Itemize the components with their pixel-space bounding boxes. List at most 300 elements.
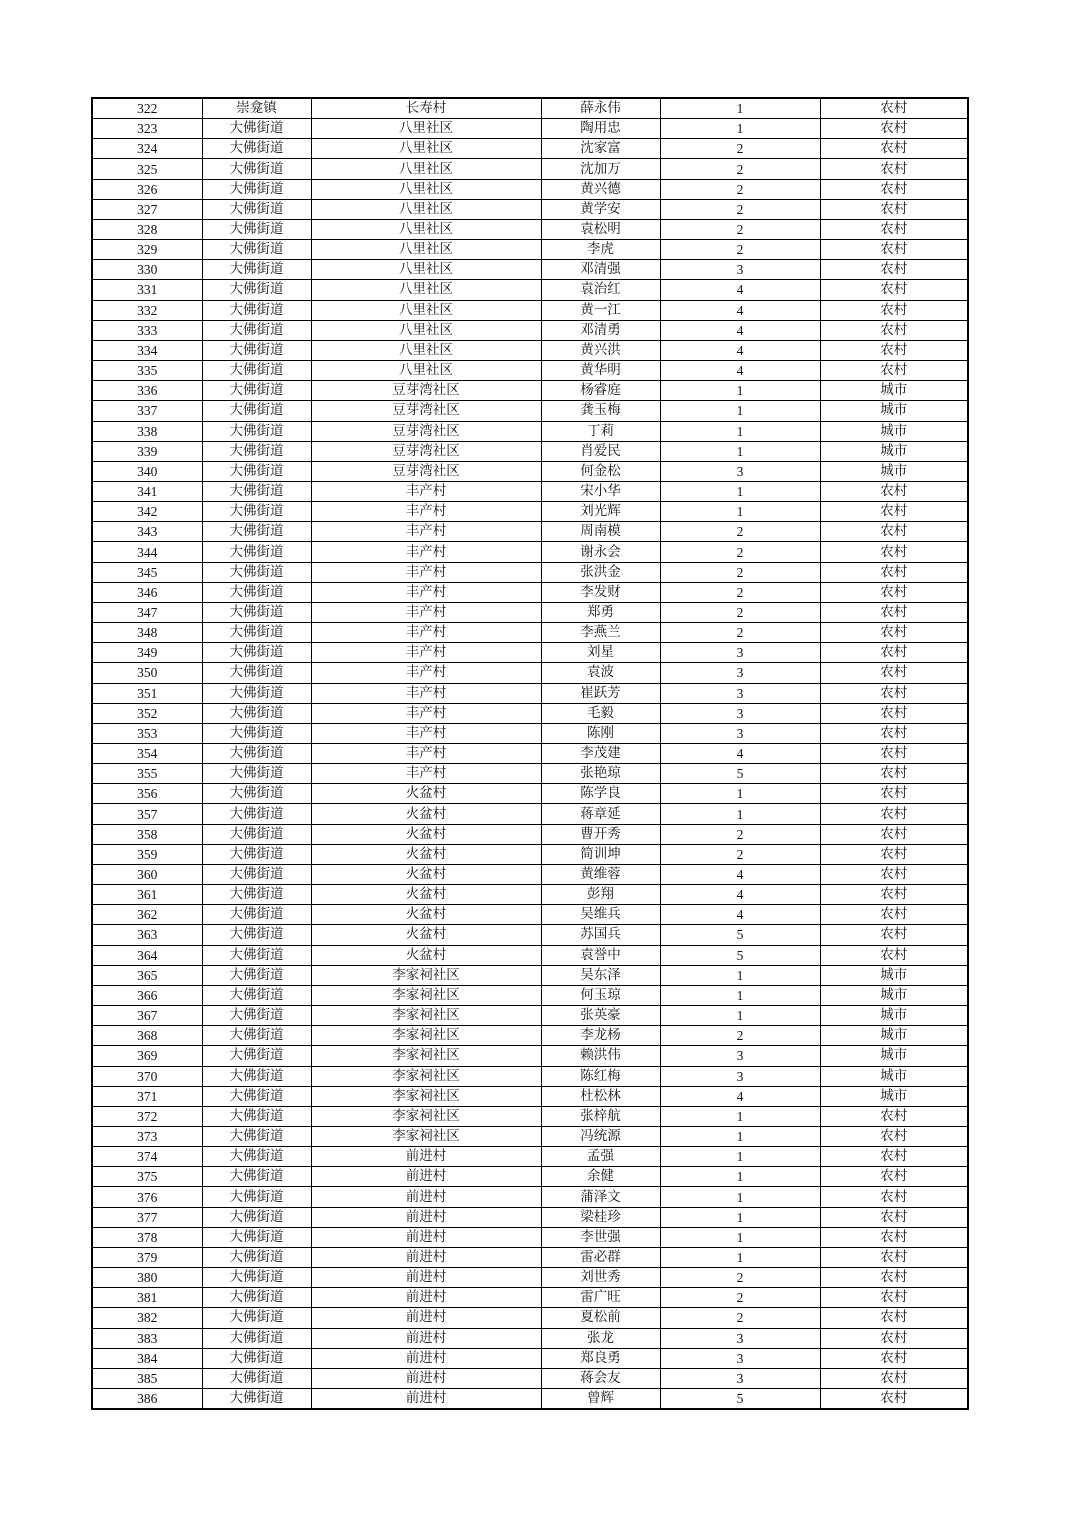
name-cell: 黄华明	[541, 361, 660, 381]
name-cell: 黄兴德	[541, 179, 660, 199]
type-cell: 农村	[820, 764, 968, 784]
type-cell: 农村	[820, 663, 968, 683]
village-cell: 李家祠社区	[311, 985, 541, 1005]
name-cell: 袁松明	[541, 219, 660, 239]
table-row	[92, 401, 968, 421]
type-cell: 农村	[820, 1207, 968, 1227]
village-cell: 前进村	[311, 1147, 541, 1167]
town-cell: 大佛街道	[202, 542, 311, 562]
name-cell: 黄兴洪	[541, 340, 660, 360]
village-cell: 前进村	[311, 1207, 541, 1227]
serial-number-cell: 361	[92, 885, 202, 905]
name-cell: 李发财	[541, 582, 660, 602]
town-cell: 大佛街道	[202, 119, 311, 139]
records-table	[91, 97, 969, 1410]
table-row	[92, 1147, 968, 1167]
name-cell: 张洪金	[541, 562, 660, 582]
table-row	[92, 965, 968, 985]
town-cell: 大佛街道	[202, 582, 311, 602]
type-cell: 农村	[820, 905, 968, 925]
town-cell: 大佛街道	[202, 905, 311, 925]
serial-number-cell: 359	[92, 844, 202, 864]
name-cell: 刘光辉	[541, 502, 660, 522]
type-cell: 农村	[820, 1288, 968, 1308]
village-cell: 前进村	[311, 1348, 541, 1368]
table-row	[92, 240, 968, 260]
table-row	[92, 1106, 968, 1126]
village-cell: 八里社区	[311, 260, 541, 280]
village-cell: 前进村	[311, 1227, 541, 1247]
type-cell: 农村	[820, 481, 968, 501]
name-cell: 杜松林	[541, 1086, 660, 1106]
serial-number-cell: 346	[92, 582, 202, 602]
count-cell: 1	[660, 1126, 820, 1146]
town-cell: 大佛街道	[202, 522, 311, 542]
serial-number-cell: 360	[92, 864, 202, 884]
serial-number-cell: 364	[92, 945, 202, 965]
name-cell: 肖爱民	[541, 441, 660, 461]
count-cell: 1	[660, 441, 820, 461]
table-row	[92, 199, 968, 219]
town-cell: 大佛街道	[202, 1086, 311, 1106]
count-cell: 2	[660, 602, 820, 622]
count-cell: 2	[660, 542, 820, 562]
type-cell: 农村	[820, 1126, 968, 1146]
table-row	[92, 1328, 968, 1348]
table-row	[92, 280, 968, 300]
village-cell: 八里社区	[311, 139, 541, 159]
count-cell: 3	[660, 643, 820, 663]
village-cell: 丰产村	[311, 663, 541, 683]
serial-number-cell: 337	[92, 401, 202, 421]
count-cell: 1	[660, 1147, 820, 1167]
village-cell: 李家祠社区	[311, 1066, 541, 1086]
type-cell: 农村	[820, 703, 968, 723]
town-cell: 大佛街道	[202, 441, 311, 461]
count-cell: 4	[660, 885, 820, 905]
serial-number-cell: 340	[92, 461, 202, 481]
type-cell: 农村	[820, 280, 968, 300]
type-cell: 农村	[820, 240, 968, 260]
name-cell: 夏松前	[541, 1308, 660, 1328]
serial-number-cell: 325	[92, 159, 202, 179]
name-cell: 邓清强	[541, 260, 660, 280]
type-cell: 农村	[820, 542, 968, 562]
serial-number-cell: 354	[92, 744, 202, 764]
table-row	[92, 925, 968, 945]
table-row	[92, 1268, 968, 1288]
count-cell: 1	[660, 965, 820, 985]
town-cell: 大佛街道	[202, 481, 311, 501]
serial-number-cell: 376	[92, 1187, 202, 1207]
count-cell: 3	[660, 1046, 820, 1066]
type-cell: 农村	[820, 683, 968, 703]
serial-number-cell: 333	[92, 320, 202, 340]
serial-number-cell: 336	[92, 381, 202, 401]
town-cell: 大佛街道	[202, 340, 311, 360]
count-cell: 5	[660, 925, 820, 945]
town-cell: 大佛街道	[202, 1227, 311, 1247]
name-cell: 简训坤	[541, 844, 660, 864]
type-cell: 城市	[820, 421, 968, 441]
table-row	[92, 744, 968, 764]
count-cell: 2	[660, 1308, 820, 1328]
name-cell: 袁治红	[541, 280, 660, 300]
village-cell: 八里社区	[311, 280, 541, 300]
name-cell: 赖洪伟	[541, 1046, 660, 1066]
name-cell: 邓清勇	[541, 320, 660, 340]
name-cell: 冯统源	[541, 1126, 660, 1146]
name-cell: 蒋会友	[541, 1368, 660, 1388]
serial-number-cell: 372	[92, 1106, 202, 1126]
village-cell: 丰产村	[311, 764, 541, 784]
count-cell: 4	[660, 300, 820, 320]
town-cell: 大佛街道	[202, 965, 311, 985]
type-cell: 农村	[820, 260, 968, 280]
village-cell: 八里社区	[311, 179, 541, 199]
serial-number-cell: 353	[92, 723, 202, 743]
count-cell: 3	[660, 723, 820, 743]
count-cell: 4	[660, 905, 820, 925]
name-cell: 陈学良	[541, 784, 660, 804]
serial-number-cell: 329	[92, 240, 202, 260]
count-cell: 1	[660, 381, 820, 401]
name-cell: 曾辉	[541, 1389, 660, 1410]
serial-number-cell: 332	[92, 300, 202, 320]
village-cell: 丰产村	[311, 723, 541, 743]
table-row	[92, 421, 968, 441]
type-cell: 城市	[820, 1006, 968, 1026]
type-cell: 农村	[820, 623, 968, 643]
serial-number-cell: 384	[92, 1348, 202, 1368]
type-cell: 农村	[820, 643, 968, 663]
town-cell: 大佛街道	[202, 421, 311, 441]
village-cell: 火盆村	[311, 925, 541, 945]
name-cell: 李茂建	[541, 744, 660, 764]
type-cell: 城市	[820, 381, 968, 401]
town-cell: 大佛街道	[202, 602, 311, 622]
name-cell: 何金松	[541, 461, 660, 481]
table-row	[92, 320, 968, 340]
table-row	[92, 905, 968, 925]
table-row	[92, 219, 968, 239]
serial-number-cell: 331	[92, 280, 202, 300]
name-cell: 黄学安	[541, 199, 660, 219]
village-cell: 八里社区	[311, 340, 541, 360]
type-cell: 城市	[820, 461, 968, 481]
table-row	[92, 1247, 968, 1267]
table-row	[92, 643, 968, 663]
town-cell: 大佛街道	[202, 199, 311, 219]
serial-number-cell: 330	[92, 260, 202, 280]
village-cell: 前进村	[311, 1368, 541, 1388]
serial-number-cell: 369	[92, 1046, 202, 1066]
town-cell: 大佛街道	[202, 1066, 311, 1086]
name-cell: 蒋章延	[541, 804, 660, 824]
town-cell: 大佛街道	[202, 764, 311, 784]
table-row	[92, 381, 968, 401]
table-row	[92, 663, 968, 683]
type-cell: 农村	[820, 1348, 968, 1368]
village-cell: 丰产村	[311, 623, 541, 643]
type-cell: 城市	[820, 985, 968, 1005]
type-cell: 农村	[820, 925, 968, 945]
table-row	[92, 885, 968, 905]
town-cell: 大佛街道	[202, 824, 311, 844]
town-cell: 大佛街道	[202, 1187, 311, 1207]
serial-number-cell: 347	[92, 602, 202, 622]
serial-number-cell: 379	[92, 1247, 202, 1267]
village-cell: 八里社区	[311, 219, 541, 239]
table-row	[92, 441, 968, 461]
serial-number-cell: 327	[92, 199, 202, 219]
town-cell: 大佛街道	[202, 723, 311, 743]
serial-number-cell: 335	[92, 361, 202, 381]
name-cell: 丁莉	[541, 421, 660, 441]
town-cell: 大佛街道	[202, 1308, 311, 1328]
name-cell: 张梓航	[541, 1106, 660, 1126]
count-cell: 2	[660, 623, 820, 643]
serial-number-cell: 348	[92, 623, 202, 643]
village-cell: 李家祠社区	[311, 1046, 541, 1066]
town-cell: 大佛街道	[202, 1328, 311, 1348]
town-cell: 大佛街道	[202, 1368, 311, 1388]
table-row	[92, 1086, 968, 1106]
town-cell: 大佛街道	[202, 502, 311, 522]
village-cell: 前进村	[311, 1187, 541, 1207]
town-cell: 大佛街道	[202, 320, 311, 340]
town-cell: 大佛街道	[202, 139, 311, 159]
town-cell: 大佛街道	[202, 1348, 311, 1368]
village-cell: 火盆村	[311, 784, 541, 804]
town-cell: 大佛街道	[202, 461, 311, 481]
count-cell: 4	[660, 340, 820, 360]
town-cell: 大佛街道	[202, 623, 311, 643]
name-cell: 余健	[541, 1167, 660, 1187]
type-cell: 农村	[820, 98, 968, 119]
town-cell: 大佛街道	[202, 1247, 311, 1267]
name-cell: 彭翔	[541, 885, 660, 905]
type-cell: 农村	[820, 1308, 968, 1328]
type-cell: 农村	[820, 945, 968, 965]
table-row	[92, 1167, 968, 1187]
count-cell: 1	[660, 502, 820, 522]
town-cell: 大佛街道	[202, 1268, 311, 1288]
serial-number-cell: 386	[92, 1389, 202, 1410]
town-cell: 大佛街道	[202, 179, 311, 199]
serial-number-cell: 380	[92, 1268, 202, 1288]
type-cell: 农村	[820, 562, 968, 582]
count-cell: 2	[660, 562, 820, 582]
town-cell: 大佛街道	[202, 260, 311, 280]
town-cell: 大佛街道	[202, 381, 311, 401]
type-cell: 农村	[820, 1247, 968, 1267]
count-cell: 3	[660, 1348, 820, 1368]
count-cell: 4	[660, 320, 820, 340]
name-cell: 张艳琼	[541, 764, 660, 784]
village-cell: 丰产村	[311, 744, 541, 764]
serial-number-cell: 339	[92, 441, 202, 461]
name-cell: 苏国兵	[541, 925, 660, 945]
count-cell: 3	[660, 1066, 820, 1086]
town-cell: 大佛街道	[202, 804, 311, 824]
type-cell: 农村	[820, 1187, 968, 1207]
name-cell: 蒲泽文	[541, 1187, 660, 1207]
type-cell: 农村	[820, 179, 968, 199]
town-cell: 大佛街道	[202, 985, 311, 1005]
serial-number-cell: 370	[92, 1066, 202, 1086]
name-cell: 李燕兰	[541, 623, 660, 643]
name-cell: 吴东泽	[541, 965, 660, 985]
name-cell: 黄一江	[541, 300, 660, 320]
count-cell: 1	[660, 1227, 820, 1247]
town-cell: 大佛街道	[202, 643, 311, 663]
count-cell: 1	[660, 1207, 820, 1227]
table-row	[92, 723, 968, 743]
town-cell: 大佛街道	[202, 219, 311, 239]
name-cell: 刘世秀	[541, 1268, 660, 1288]
table-row	[92, 804, 968, 824]
table-row	[92, 1187, 968, 1207]
count-cell: 2	[660, 522, 820, 542]
serial-number-cell: 363	[92, 925, 202, 945]
type-cell: 农村	[820, 723, 968, 743]
serial-number-cell: 368	[92, 1026, 202, 1046]
serial-number-cell: 355	[92, 764, 202, 784]
town-cell: 大佛街道	[202, 1006, 311, 1026]
count-cell: 1	[660, 1106, 820, 1126]
village-cell: 豆芽湾社区	[311, 401, 541, 421]
type-cell: 农村	[820, 1147, 968, 1167]
serial-number-cell: 385	[92, 1368, 202, 1388]
serial-number-cell: 362	[92, 905, 202, 925]
type-cell: 农村	[820, 119, 968, 139]
type-cell: 农村	[820, 522, 968, 542]
count-cell: 2	[660, 199, 820, 219]
serial-number-cell: 371	[92, 1086, 202, 1106]
table-row	[92, 1308, 968, 1328]
town-cell: 大佛街道	[202, 784, 311, 804]
village-cell: 丰产村	[311, 703, 541, 723]
serial-number-cell: 342	[92, 502, 202, 522]
name-cell: 陈刚	[541, 723, 660, 743]
table-row	[92, 784, 968, 804]
village-cell: 丰产村	[311, 562, 541, 582]
serial-number-cell: 367	[92, 1006, 202, 1026]
table-row	[92, 985, 968, 1005]
name-cell: 雷广旺	[541, 1288, 660, 1308]
village-cell: 前进村	[311, 1389, 541, 1410]
village-cell: 丰产村	[311, 582, 541, 602]
type-cell: 城市	[820, 1066, 968, 1086]
serial-number-cell: 383	[92, 1328, 202, 1348]
name-cell: 雷必群	[541, 1247, 660, 1267]
records-table-body	[92, 98, 968, 1409]
count-cell: 2	[660, 1268, 820, 1288]
serial-number-cell: 322	[92, 98, 202, 119]
type-cell: 农村	[820, 804, 968, 824]
serial-number-cell: 326	[92, 179, 202, 199]
town-cell: 大佛街道	[202, 1147, 311, 1167]
village-cell: 前进村	[311, 1247, 541, 1267]
type-cell: 城市	[820, 401, 968, 421]
name-cell: 周南模	[541, 522, 660, 542]
count-cell: 1	[660, 1187, 820, 1207]
serial-number-cell: 357	[92, 804, 202, 824]
table-row	[92, 119, 968, 139]
type-cell: 农村	[820, 602, 968, 622]
table-row	[92, 1126, 968, 1146]
type-cell: 农村	[820, 1227, 968, 1247]
name-cell: 张英豪	[541, 1006, 660, 1026]
count-cell: 3	[660, 260, 820, 280]
village-cell: 丰产村	[311, 481, 541, 501]
count-cell: 1	[660, 421, 820, 441]
table-row	[92, 481, 968, 501]
name-cell: 梁桂珍	[541, 1207, 660, 1227]
town-cell: 大佛街道	[202, 1167, 311, 1187]
count-cell: 5	[660, 764, 820, 784]
serial-number-cell: 381	[92, 1288, 202, 1308]
table-row	[92, 945, 968, 965]
name-cell: 刘星	[541, 643, 660, 663]
town-cell: 大佛街道	[202, 864, 311, 884]
serial-number-cell: 377	[92, 1207, 202, 1227]
village-cell: 丰产村	[311, 643, 541, 663]
table-row	[92, 300, 968, 320]
town-cell: 大佛街道	[202, 885, 311, 905]
count-cell: 1	[660, 119, 820, 139]
name-cell: 李虎	[541, 240, 660, 260]
name-cell: 宋小华	[541, 481, 660, 501]
count-cell: 2	[660, 139, 820, 159]
village-cell: 丰产村	[311, 683, 541, 703]
table-row	[92, 340, 968, 360]
type-cell: 农村	[820, 1328, 968, 1348]
town-cell: 大佛街道	[202, 361, 311, 381]
town-cell: 大佛街道	[202, 562, 311, 582]
village-cell: 前进村	[311, 1328, 541, 1348]
count-cell: 3	[660, 703, 820, 723]
town-cell: 大佛街道	[202, 703, 311, 723]
name-cell: 沈家富	[541, 139, 660, 159]
serial-number-cell: 328	[92, 219, 202, 239]
village-cell: 丰产村	[311, 502, 541, 522]
table-row	[92, 1066, 968, 1086]
count-cell: 1	[660, 1167, 820, 1187]
name-cell: 沈加万	[541, 159, 660, 179]
serial-number-cell: 338	[92, 421, 202, 441]
village-cell: 李家祠社区	[311, 1086, 541, 1106]
table-row	[92, 98, 968, 119]
village-cell: 李家祠社区	[311, 1006, 541, 1026]
town-cell: 大佛街道	[202, 925, 311, 945]
serial-number-cell: 350	[92, 663, 202, 683]
count-cell: 1	[660, 804, 820, 824]
town-cell: 大佛街道	[202, 240, 311, 260]
village-cell: 前进村	[311, 1167, 541, 1187]
table-row	[92, 542, 968, 562]
town-cell: 大佛街道	[202, 159, 311, 179]
type-cell: 农村	[820, 1389, 968, 1410]
name-cell: 曹开秀	[541, 824, 660, 844]
name-cell: 孟强	[541, 1147, 660, 1167]
table-row	[92, 139, 968, 159]
serial-number-cell: 365	[92, 965, 202, 985]
village-cell: 八里社区	[311, 119, 541, 139]
type-cell: 农村	[820, 320, 968, 340]
count-cell: 2	[660, 1026, 820, 1046]
